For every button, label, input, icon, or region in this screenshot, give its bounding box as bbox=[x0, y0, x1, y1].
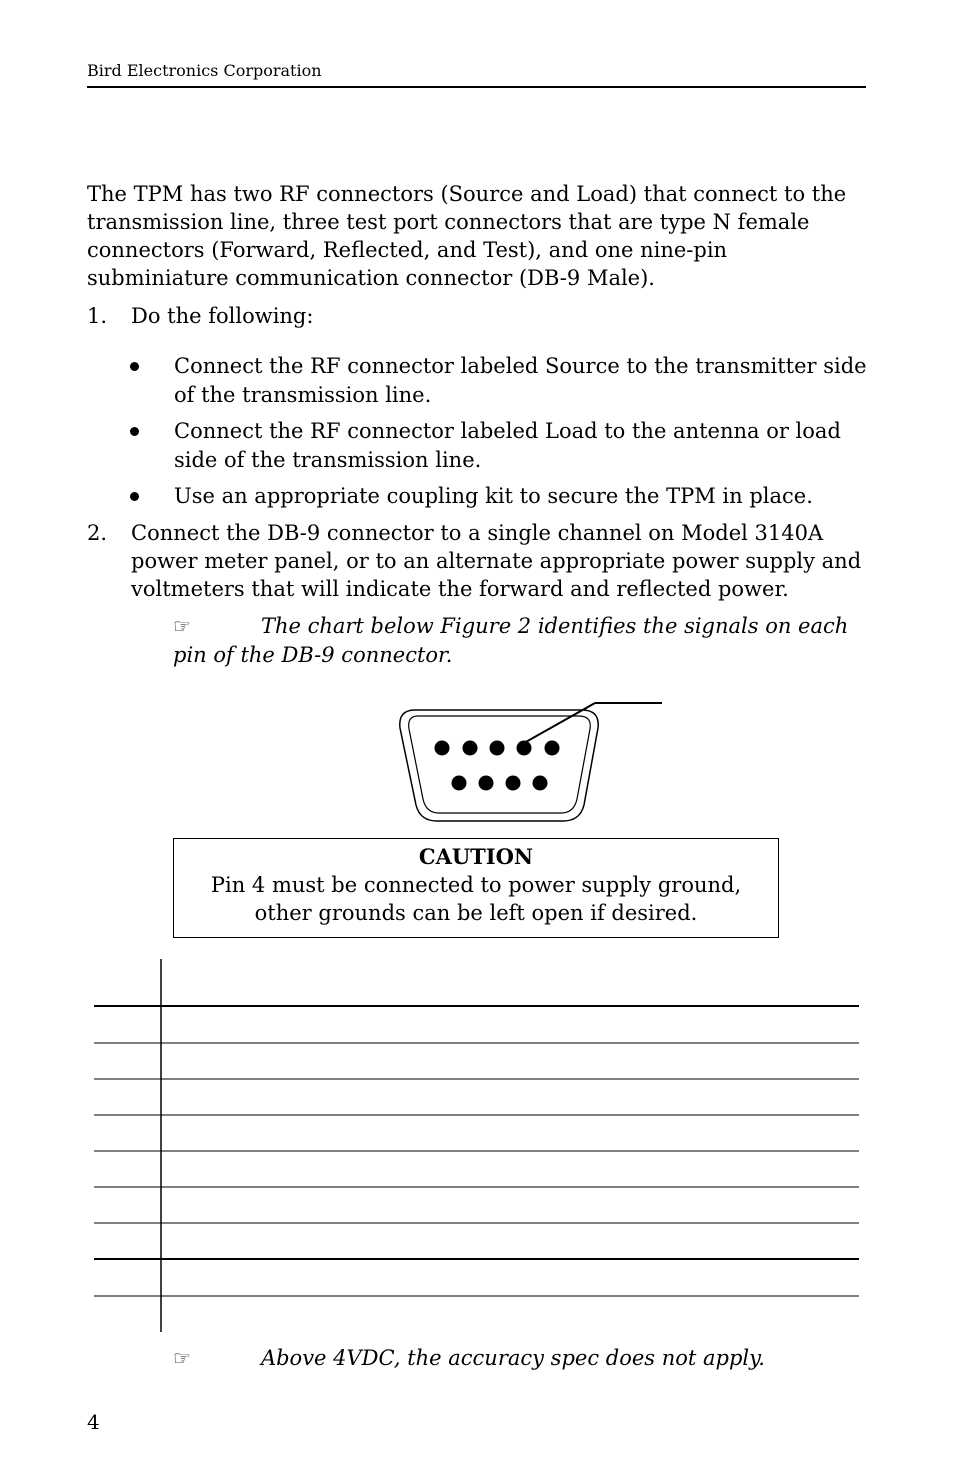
bullet-text: Use an appropriate coupling kit to secure the TPM in place. bbox=[174, 484, 813, 508]
connector-outer-shell bbox=[400, 710, 598, 821]
connector-pin bbox=[490, 741, 505, 756]
connector-pin bbox=[452, 776, 467, 791]
caution-title: CAUTION bbox=[418, 844, 534, 869]
step-number: 1. bbox=[87, 304, 108, 328]
leader-line bbox=[524, 703, 595, 743]
pointing-hand-icon: ☞ bbox=[173, 1346, 191, 1370]
bullet-text: Connect the RF connector labeled Load to the antenna or load side of the transmission line. bbox=[174, 419, 841, 472]
caution-line: Pin 4 must be connected to power supply ground, bbox=[210, 873, 742, 897]
pointing-hand-icon: ☞ bbox=[173, 614, 191, 638]
bullet-text: Connect the RF connector labeled Source to the transmitter side of the transmission line. bbox=[174, 354, 867, 407]
header-title: Bird Electronics Corporation bbox=[87, 61, 322, 80]
connector-pin bbox=[463, 741, 478, 756]
connector-pin bbox=[506, 776, 521, 791]
connector-inner-shell bbox=[409, 716, 591, 813]
caution-box bbox=[173, 838, 779, 938]
page-number: 4 bbox=[87, 1410, 100, 1434]
table-note-text: Above 4VDC, the accuracy spec does not apply. bbox=[260, 1346, 765, 1370]
caution-line: other grounds can be left open if desired. bbox=[254, 901, 698, 925]
connector-pin bbox=[533, 776, 548, 791]
step-number: 2. bbox=[87, 521, 108, 545]
figure-note-text: The chart below Figure 2 identifies the signals on each pin of the DB-9 connector. bbox=[173, 614, 849, 667]
table-note bbox=[173, 1344, 853, 1373]
step-text: Connect the DB-9 connector to a single channel on Model 3140A power meter panel, or to an alternate appropriate power supply and voltmeters that will indicate the forward and reflected power. bbox=[131, 521, 862, 601]
intro-paragraph: The TPM has two RF connectors (Source and Load) that connect to the transmission line, three test port connectors that are type N female connectors (Forward, Reflected, and Test), and one nine-pin subminiature communication connector (DB-9 Male). bbox=[87, 182, 847, 290]
connector-pin bbox=[479, 776, 494, 791]
connector-pin bbox=[545, 741, 560, 756]
step-text: Do the following: bbox=[131, 304, 314, 328]
connector-pin bbox=[435, 741, 450, 756]
